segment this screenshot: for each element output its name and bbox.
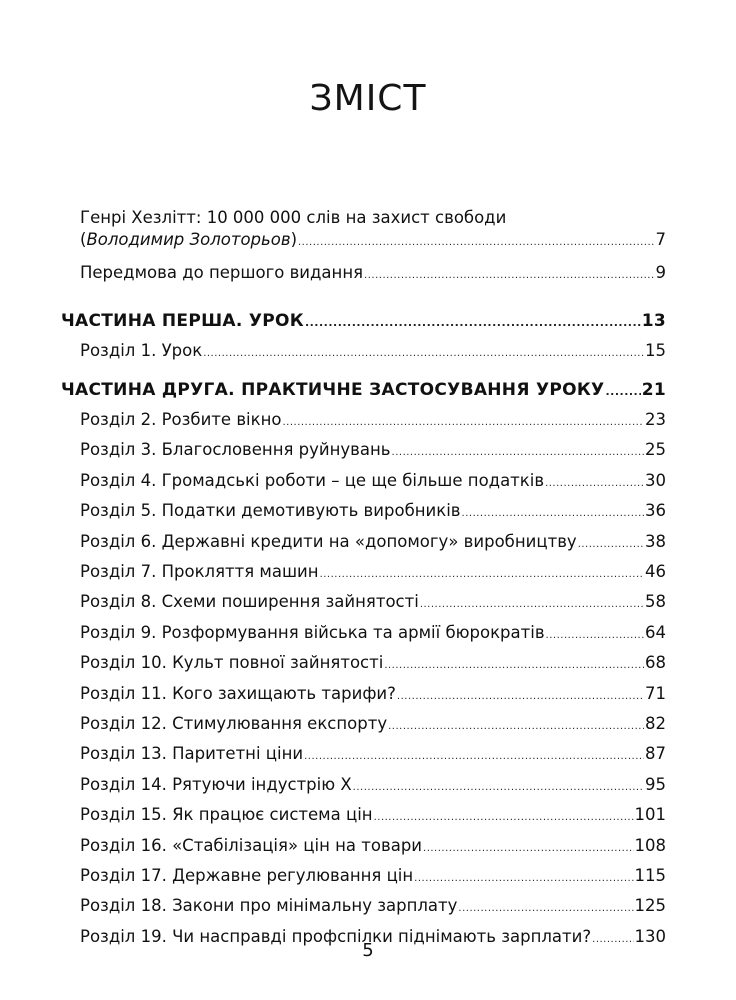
toc-chapter-page: 46 [645,562,666,581]
toc-chapter[interactable] [80,744,666,763]
toc-chapter[interactable] [80,410,666,429]
paren-open: ( [80,230,87,249]
toc-chapter-page: 101 [634,805,666,825]
leader-dots [423,843,633,854]
toc-part-label: ЧАСТИНА ДРУГА. ПРАКТИЧНЕ ЗАСТОСУВАННЯ УРОКУ [61,380,605,400]
toc-chapter-page: 30 [645,470,666,490]
leader-dots [304,751,644,762]
toc-chapter-label: Розділ 10. Культ повної зайнятості [80,653,384,673]
toc-chapter-label: Розділ 4. Громадські роботи – це ще більше податків [80,470,545,490]
leader-dots [353,782,644,793]
toc-part-2[interactable] [61,380,666,400]
toc-chapter-page: 71 [645,683,666,703]
toc-chapter-label: Розділ 13. Паритетні ціни [80,744,304,764]
toc-chapter-label: Розділ 14. Рятуючи індустрію Х [80,774,352,794]
toc-chapter-page: 58 [645,592,666,612]
leader-dots [605,385,640,398]
toc-chapter-label: Розділ 17. Державне регулювання цін [80,866,414,885]
leader-dots [458,903,633,914]
toc-entry-label: Передмова до першого видання [80,263,364,282]
page-title: ЗМІСТ [309,78,427,119]
toc-chapter[interactable] [80,592,666,611]
toc-chapter[interactable] [80,501,666,520]
leader-dots [545,478,644,489]
toc-chapter-label: Розділ 18. Закони про мінімальну зарплату [80,896,458,916]
toc-chapter-page: 82 [645,714,666,733]
toc-chapter-label: Розділ 16. «Стабілізація» цін на товари [80,835,423,855]
author-name: Володимир Золоторьов [86,230,291,249]
toc-chapter-page: 87 [645,744,666,764]
toc-chapter[interactable] [80,805,666,824]
leader-dots [305,316,641,329]
toc-chapter-label: Розділ 7. Прокляття машин [80,562,319,581]
leader-dots [364,270,654,281]
leader-dots [298,237,655,248]
toc-chapter-page: 15 [645,341,666,360]
toc-chapter[interactable] [80,896,666,915]
leader-dots [578,539,644,550]
page-number: 5 [362,940,374,961]
toc-entry-preface[interactable] [80,263,666,282]
toc-chapter-label: Розділ 9. Розформування війська та армії бюрократів [80,622,545,642]
toc-chapter-page: 130 [634,926,666,946]
toc-chapter[interactable] [80,471,666,490]
toc-chapter-label: Розділ 12. Стимулювання експорту [80,714,388,733]
toc-entry-label: Генрі Хезлітт: 10 000 000 слів на захист свободи [80,208,507,227]
toc-chapter-label: Розділ 11. Кого захищають тарифи? [80,683,396,703]
toc-chapter[interactable] [80,775,666,794]
leader-dots [384,660,644,671]
toc-chapter-page: 108 [634,835,666,855]
toc-chapter[interactable] [80,684,666,703]
toc-chapter[interactable] [80,440,666,459]
leader-dots [374,812,634,823]
leader-dots [397,691,644,702]
toc-chapter-page: 64 [645,622,666,642]
toc-chapter-label: Розділ 2. Розбите вікно [80,410,282,429]
toc-chapter-page: 23 [645,410,666,429]
toc-chapter-label: Розділ 15. Як працює система цін [80,805,373,825]
toc-part-page: 13 [641,311,666,331]
leader-dots [420,599,644,610]
toc-entry-page: 7 [655,230,666,249]
toc-chapter-page: 115 [634,866,666,885]
toc-entry-intro-author[interactable] [80,230,666,249]
toc-chapter-page: 38 [645,531,666,551]
toc-chapter[interactable] [80,836,666,855]
paren-close: ) [290,230,297,249]
toc-chapter-page: 95 [645,774,666,794]
toc-chapter-page: 68 [645,653,666,673]
leader-dots [392,447,644,458]
toc-entry-page: 9 [655,263,666,282]
toc-chapter-page: 125 [634,896,666,916]
toc-chapter[interactable] [80,341,666,360]
toc-chapter-page: 36 [645,501,666,521]
leader-dots [388,721,644,732]
toc-chapter[interactable] [80,562,666,581]
toc-part-page: 21 [641,380,666,400]
toc-chapter[interactable] [80,714,666,733]
toc-chapter-page: 25 [645,440,666,460]
toc-chapter-label: Розділ 3. Благословення руйнувань [80,440,391,460]
leader-dots [282,417,644,428]
leader-dots [320,569,644,580]
toc-part-1[interactable] [61,311,666,331]
leader-dots [462,508,644,519]
toc-chapter[interactable] [80,653,666,672]
toc-chapter-label: Розділ 1. Урок [80,341,203,360]
toc-entry-label [80,230,297,249]
toc-chapter[interactable] [80,623,666,642]
toc-entry-intro-title[interactable] [80,208,506,227]
leader-dots [546,630,644,641]
leader-dots [203,348,644,359]
leader-dots [414,873,633,884]
toc-chapter-label: Розділ 6. Державні кредити на «допомогу» виробництву [80,531,577,551]
toc-part-label: ЧАСТИНА ПЕРША. УРОК [61,311,304,331]
toc-chapter-label: Розділ 19. Чи насправді профспілки піднімають зарплати? [80,926,592,946]
toc-chapter-label: Розділ 5. Податки демотивують виробників [80,501,461,521]
toc-chapter[interactable] [80,532,666,551]
toc-chapter[interactable] [80,866,666,885]
toc-chapter-label: Розділ 8. Схеми поширення зайнятості [80,592,419,612]
